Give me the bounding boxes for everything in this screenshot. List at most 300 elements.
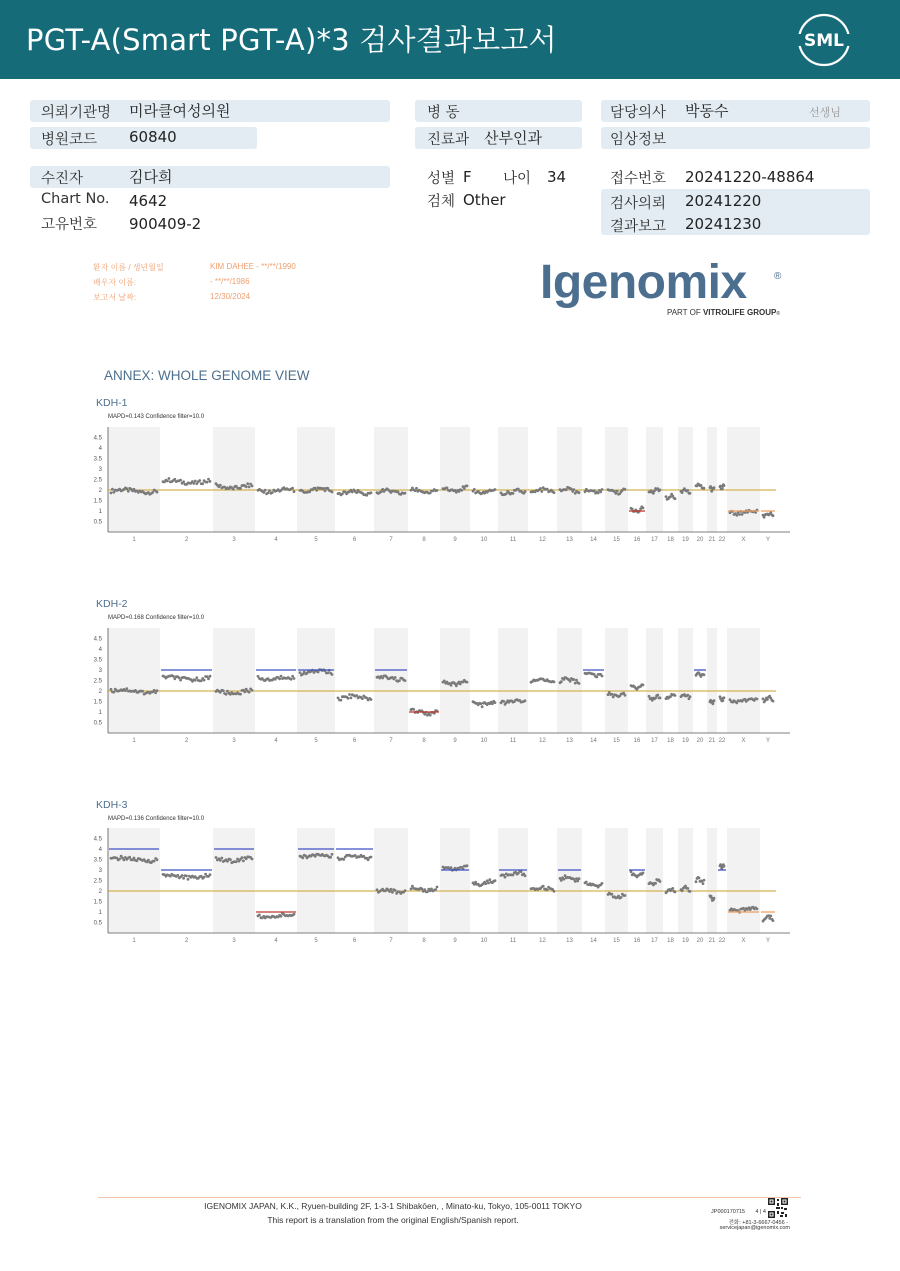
data-point <box>648 695 651 698</box>
partner-name-label: 배우자 이름: <box>93 278 137 287</box>
data-point <box>340 699 343 702</box>
y-tick-label: 2 <box>98 889 102 895</box>
unique-no-value: 900409-2 <box>129 215 202 233</box>
igenomix-registered: ® <box>774 271 782 282</box>
x-tick-label: 12 <box>539 738 546 743</box>
data-point <box>574 682 577 685</box>
data-point <box>166 480 169 483</box>
y-tick-label: 1 <box>98 910 102 916</box>
data-point <box>176 874 179 877</box>
data-point <box>370 491 373 494</box>
y-tick-label: 1.5 <box>93 699 102 706</box>
specimen-label: 검체 <box>427 194 456 210</box>
x-tick-label: 1 <box>132 938 136 943</box>
x-tick-label: 5 <box>314 537 318 542</box>
x-tick-label: 19 <box>682 938 689 943</box>
y-tick-label: 1.5 <box>93 498 102 505</box>
data-point <box>703 673 706 676</box>
data-point <box>220 857 223 860</box>
doctor-suffix: 선생님 <box>809 106 841 119</box>
data-point <box>194 679 197 682</box>
x-tick-label: 14 <box>590 537 597 542</box>
data-point <box>241 856 244 859</box>
age-value: 34 <box>547 168 567 186</box>
report-header <box>0 0 900 79</box>
data-point <box>127 490 130 493</box>
data-point <box>766 698 769 701</box>
data-point <box>578 491 581 494</box>
y-tick-label: 4.5 <box>93 435 102 442</box>
data-point <box>659 489 662 492</box>
data-point <box>185 875 188 878</box>
chr-band <box>108 628 160 733</box>
x-tick-label: 3 <box>232 938 236 943</box>
chr-band <box>557 427 582 532</box>
sex-label: 성별 <box>427 171 456 187</box>
footer-phone: 전화: +81-3-6667-0456 - <box>728 1220 788 1226</box>
footer-email: servicejapan@igenomix.com <box>719 1225 790 1231</box>
x-tick-label: 12 <box>539 537 546 542</box>
chr-band <box>707 628 717 733</box>
x-tick-label: 15 <box>613 938 620 943</box>
age-label: 나이 <box>503 171 532 187</box>
data-point <box>491 702 494 705</box>
data-point <box>494 701 497 704</box>
dept-label: 진료과 <box>427 132 470 148</box>
data-point <box>502 700 505 703</box>
x-tick-label: 3 <box>232 537 236 542</box>
data-point <box>123 859 126 862</box>
data-point <box>466 681 469 684</box>
data-point <box>686 887 689 890</box>
y-tick-label: 2.5 <box>93 477 102 484</box>
data-point <box>702 882 705 885</box>
data-point <box>494 879 497 882</box>
x-tick-label: 20 <box>696 738 704 743</box>
data-point <box>326 672 329 675</box>
data-point <box>713 486 716 489</box>
data-point <box>415 487 418 490</box>
data-point <box>278 678 281 681</box>
data-point <box>370 856 373 859</box>
data-point <box>156 858 159 861</box>
data-point <box>599 491 602 494</box>
y-tick-label: 3.5 <box>93 657 102 664</box>
data-point <box>700 484 703 487</box>
x-tick-label: X <box>741 738 746 743</box>
unique-no-label: 고유번호 <box>41 217 98 233</box>
panel-title-kdh2: KDH-2 <box>96 598 128 610</box>
x-tick-label: 4 <box>274 938 278 943</box>
data-point <box>546 889 549 892</box>
x-tick-label: 13 <box>566 938 573 943</box>
chr-band <box>297 628 335 733</box>
x-tick-label: 7 <box>389 738 393 743</box>
data-point <box>153 689 156 692</box>
data-point <box>280 675 283 678</box>
chr-band <box>440 828 470 933</box>
y-tick-label: 4 <box>98 446 102 452</box>
data-point <box>669 695 672 698</box>
data-point <box>624 488 627 491</box>
sml-logo-icon <box>796 12 852 68</box>
data-point <box>769 915 772 918</box>
data-point <box>665 495 668 498</box>
data-point <box>631 508 634 511</box>
data-point <box>624 894 627 897</box>
data-point <box>763 516 766 519</box>
data-point <box>620 896 623 899</box>
data-point <box>573 678 576 681</box>
x-tick-label: 10 <box>480 938 488 943</box>
data-point <box>201 482 204 485</box>
x-tick-label: 15 <box>613 738 620 743</box>
data-point <box>271 491 274 494</box>
chr-band <box>707 828 717 933</box>
data-point <box>652 492 655 495</box>
genome-plot-kdh3 <box>90 823 800 943</box>
x-tick-label: 9 <box>453 537 457 542</box>
data-point <box>125 687 128 690</box>
data-point <box>560 680 563 683</box>
data-point <box>689 695 692 698</box>
data-point <box>426 890 429 893</box>
data-point <box>380 490 383 493</box>
data-point <box>118 858 121 861</box>
data-point <box>421 888 424 891</box>
data-point <box>322 487 325 490</box>
data-point <box>681 491 684 494</box>
data-point <box>404 889 407 892</box>
report-date-label: 결과보고 <box>610 219 667 235</box>
chr-band <box>108 427 160 532</box>
chr-band <box>605 628 628 733</box>
y-tick-label: 4.5 <box>93 636 102 643</box>
data-point <box>738 513 741 516</box>
data-point <box>222 689 225 692</box>
x-tick-label: 14 <box>590 938 597 943</box>
x-tick-label: 9 <box>453 738 457 743</box>
panel-mapd-kdh3: MAPD=0.136 Confidence filter=10.0 <box>108 816 205 822</box>
data-point <box>376 888 379 891</box>
data-point <box>712 702 715 705</box>
x-tick-label: 1 <box>132 738 136 743</box>
data-point <box>562 878 565 881</box>
data-point <box>595 676 598 679</box>
data-point <box>611 693 614 696</box>
x-tick-label: 6 <box>352 738 357 743</box>
dept-value: 산부인과 <box>484 129 542 147</box>
data-point <box>348 693 351 696</box>
data-point <box>412 708 415 711</box>
data-point <box>207 478 210 481</box>
x-tick-label: 18 <box>667 938 674 943</box>
data-point <box>689 890 692 893</box>
data-point <box>473 488 476 491</box>
data-point <box>125 487 128 490</box>
data-point <box>436 886 439 889</box>
panel-mapd-kdh1: MAPD=0.143 Confidence filter=10.0 <box>108 414 205 420</box>
data-point <box>542 885 545 888</box>
qr-code-icon <box>768 1198 788 1218</box>
x-tick-label: 2 <box>184 738 189 743</box>
data-point <box>616 490 619 493</box>
data-point <box>324 489 327 492</box>
data-point <box>331 491 334 494</box>
x-tick-label: 22 <box>718 537 726 542</box>
y-tick-label: 3 <box>98 467 102 473</box>
chr-band <box>727 828 760 933</box>
y-tick-label: 1 <box>98 509 102 515</box>
y-tick-label: 0.5 <box>93 519 102 526</box>
x-tick-label: 3 <box>232 738 236 743</box>
x-tick-label: 8 <box>422 537 426 542</box>
igenomix-logo-text: Igenomix <box>540 256 747 309</box>
data-point <box>624 694 627 697</box>
data-point <box>450 684 453 687</box>
data-point <box>601 488 604 491</box>
x-tick-label: X <box>741 537 746 542</box>
x-tick-label: 19 <box>682 738 689 743</box>
data-point <box>674 694 677 697</box>
chr-band <box>498 427 528 532</box>
x-tick-label: Y <box>765 738 771 743</box>
data-point <box>291 487 294 490</box>
chr-band <box>498 828 528 933</box>
data-point <box>553 491 556 494</box>
data-point <box>772 700 775 703</box>
data-point <box>293 913 296 916</box>
chr-band <box>213 828 255 933</box>
x-tick-label: 9 <box>453 938 457 943</box>
sml-logo-text: SML <box>804 31 844 51</box>
annex-title: ANNEX: WHOLE GENOME VIEW <box>104 368 310 383</box>
data-point <box>331 853 334 856</box>
y-tick-label: 3.5 <box>93 857 102 864</box>
genome-plot-kdh1 <box>90 422 800 542</box>
data-point <box>597 492 600 495</box>
x-tick-label: 11 <box>509 738 517 743</box>
data-point <box>593 489 596 492</box>
data-point <box>239 693 242 696</box>
data-point <box>721 487 724 490</box>
y-tick-label: 0.5 <box>93 720 102 727</box>
chr-band <box>678 628 693 733</box>
request-label: 검사의뢰 <box>610 196 667 212</box>
chr-band <box>213 427 255 532</box>
data-point <box>741 513 744 516</box>
data-point <box>398 679 401 682</box>
data-point <box>232 488 235 491</box>
x-tick-label: Y <box>765 938 771 943</box>
x-tick-label: 2 <box>184 938 189 943</box>
data-point <box>187 878 190 881</box>
data-point <box>141 690 144 693</box>
y-tick-label: 3 <box>98 868 102 874</box>
data-point <box>481 705 484 708</box>
institution-value: 미라클여성의원 <box>129 102 231 120</box>
footer-divider <box>98 1197 801 1198</box>
doctor-label: 담당의사 <box>610 105 667 121</box>
data-point <box>329 856 332 859</box>
data-point <box>723 696 726 699</box>
data-point <box>299 671 302 674</box>
data-point <box>674 891 677 894</box>
data-point <box>756 698 759 701</box>
doctor-value: 박동수 <box>685 102 729 120</box>
patient-name-label: 환자 이름 / 생년월일 <box>93 263 164 272</box>
chr-band <box>297 828 335 933</box>
data-point <box>347 697 350 700</box>
data-point <box>553 681 556 684</box>
x-tick-label: 20 <box>696 938 704 943</box>
data-point <box>642 507 645 510</box>
x-tick-label: 12 <box>539 938 546 943</box>
report-date-line-label: 보고서 날짜: <box>93 293 137 302</box>
data-point <box>722 699 725 702</box>
data-point <box>772 919 775 922</box>
footer-address: IGENOMIX JAPAN, K.K., Ryuen-building 2F, 1-3-1 Shibakōen, , Minato-ku, Tokyo, 105-0011 TOKYO <box>204 1201 582 1211</box>
x-tick-label: 7 <box>389 537 393 542</box>
hospital-code-value: 60840 <box>129 128 177 146</box>
data-point <box>487 882 490 885</box>
x-tick-label: 19 <box>682 537 689 542</box>
data-point <box>601 675 604 678</box>
hospital-code-label: 병원코드 <box>41 132 98 148</box>
data-point <box>524 699 527 702</box>
data-point <box>573 488 576 491</box>
x-tick-label: 18 <box>667 537 674 542</box>
x-tick-label: 22 <box>718 938 726 943</box>
y-tick-label: 2 <box>98 689 102 695</box>
x-tick-label: 22 <box>718 738 726 743</box>
data-point <box>342 858 345 861</box>
data-point <box>182 877 185 880</box>
data-point <box>200 679 203 682</box>
data-point <box>192 482 195 485</box>
data-point <box>553 890 556 893</box>
receipt-value: 20241220-48864 <box>685 168 815 186</box>
x-tick-label: 13 <box>566 537 573 542</box>
x-tick-label: 10 <box>480 738 488 743</box>
data-point <box>601 882 604 885</box>
data-point <box>209 480 212 483</box>
data-point <box>713 897 716 900</box>
partner-name-value: - **/**/1986 <box>210 277 250 286</box>
data-point <box>479 702 482 705</box>
data-point <box>681 889 684 892</box>
data-point <box>235 860 238 863</box>
chr-band <box>678 828 693 933</box>
panel-mapd-kdh2: MAPD=0.168 Confidence filter=10.0 <box>108 615 205 621</box>
data-point <box>209 873 212 876</box>
x-tick-label: 1 <box>132 537 136 542</box>
x-tick-label: 8 <box>422 738 426 743</box>
data-point <box>488 878 491 881</box>
data-point <box>695 880 698 883</box>
data-point <box>436 489 439 492</box>
data-point <box>578 877 581 880</box>
chr-band <box>108 828 160 933</box>
footer-page: 4 | 4 <box>755 1209 766 1215</box>
data-point <box>251 689 254 692</box>
report-title: PGT-A(Smart PGT-A)*3 검사결과보고서 <box>26 23 557 57</box>
data-point <box>698 877 701 880</box>
data-point <box>485 882 488 885</box>
chr-band <box>727 628 760 733</box>
data-point <box>735 514 738 517</box>
data-point <box>251 485 254 488</box>
chr-band <box>440 427 470 532</box>
data-point <box>466 864 469 867</box>
data-point <box>584 490 587 493</box>
data-point <box>113 691 116 694</box>
data-point <box>578 682 581 685</box>
data-point <box>689 492 692 495</box>
data-point <box>654 882 657 885</box>
x-tick-label: 7 <box>389 938 393 943</box>
y-tick-label: 3 <box>98 668 102 674</box>
data-point <box>181 874 184 877</box>
data-point <box>268 489 271 492</box>
chr-band <box>297 427 335 532</box>
y-tick-label: 1.5 <box>93 899 102 906</box>
data-point <box>659 697 662 700</box>
data-point <box>703 879 706 882</box>
data-point <box>153 860 156 863</box>
data-point <box>355 694 358 697</box>
data-point <box>110 492 113 495</box>
x-tick-label: 13 <box>566 738 573 743</box>
data-point <box>546 488 549 491</box>
chr-band <box>498 628 528 733</box>
data-point <box>248 486 251 489</box>
x-tick-label: 21 <box>708 738 716 743</box>
data-point <box>394 889 397 892</box>
data-point <box>219 484 222 487</box>
igenomix-tagline: PART OF VITROLIFE GROUP® <box>666 308 780 317</box>
data-point <box>179 679 182 682</box>
data-point <box>466 485 469 488</box>
x-tick-label: 16 <box>633 938 641 943</box>
data-point <box>642 684 645 687</box>
data-point <box>390 888 393 891</box>
x-tick-label: 5 <box>314 938 318 943</box>
patient-value: 김다희 <box>129 168 173 186</box>
data-point <box>575 679 578 682</box>
igenomix-logo <box>540 255 790 325</box>
data-point <box>111 488 114 491</box>
data-point <box>293 677 296 680</box>
y-tick-label: 1 <box>98 710 102 716</box>
data-point <box>156 689 159 692</box>
footer-doc-code: JP000170715 <box>711 1209 745 1215</box>
x-tick-label: 16 <box>633 537 641 542</box>
data-point <box>203 679 206 682</box>
y-tick-label: 2.5 <box>93 678 102 685</box>
specimen-value: Other <box>463 191 506 209</box>
data-point <box>243 691 246 694</box>
x-tick-label: 11 <box>509 938 517 943</box>
clinical-label: 임상정보 <box>610 132 667 148</box>
data-point <box>151 491 154 494</box>
data-point <box>264 489 267 492</box>
x-tick-label: 4 <box>274 537 278 542</box>
chr-band <box>213 628 255 733</box>
x-tick-label: 8 <box>422 938 426 943</box>
data-point <box>429 714 432 717</box>
data-point <box>179 479 182 482</box>
